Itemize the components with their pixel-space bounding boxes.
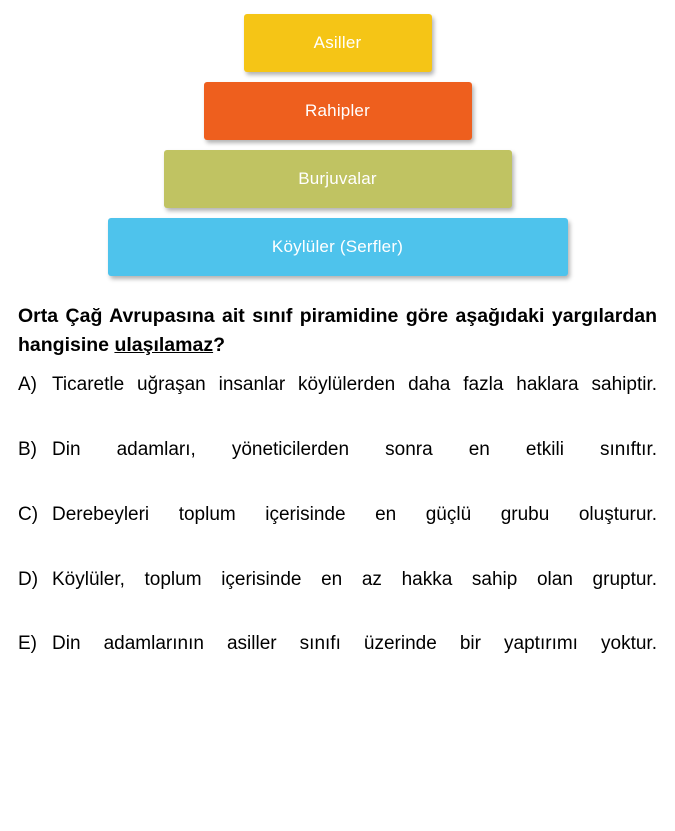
option-text: Din adamları, yöneticilerden sonra en etkili sınıftır. [52,438,657,460]
option-c[interactable] [18,502,657,556]
option-d[interactable] [18,567,657,621]
pyramid-tier-bourgeoisie [164,150,512,208]
pyramid-tier-label: Burjuvalar [298,169,377,188]
option-letter: B) [18,438,37,460]
pyramid-tier-clergy [204,82,472,140]
question-line-2-suffix: ? [213,333,225,356]
option-text: Köylüler, toplum içerisinde en az hakka sahip olan gruptur. [52,568,657,590]
question-line-1: Orta Çağ Avrupasına ait sınıf piramidine göre [18,305,449,327]
option-b[interactable] [18,437,657,491]
option-letter: A) [18,373,37,395]
question-stem [18,302,657,360]
pyramid-tier-row [18,150,657,208]
pyramid-tier-label: Köylüler (Serfler) [271,237,404,256]
option-text: Din adamlarının asiller sınıfı üzerinde bir yaptırımı yoktur. [52,633,657,655]
option-letter: D) [18,568,39,590]
class-pyramid-diagram [18,0,657,276]
option-a[interactable] [18,372,657,426]
option-text: Ticaretle uğraşan insanlar köylülerden daha fazla haklara sahiptir. [52,373,657,395]
pyramid-tier-nobles [244,14,432,72]
option-letter: E) [18,633,37,655]
answer-options [18,372,657,686]
tier-spacer [18,72,657,82]
option-text: Derebeyleri toplum içerisinde en güçlü grubu oluşturur. [52,503,657,525]
pyramid-tier-row [18,82,657,140]
pyramid-tier-peasants [108,218,568,276]
option-e[interactable] [18,631,657,685]
option-letter: C) [18,503,39,525]
tier-spacer [18,208,657,218]
question-emphasis: ulaşılamaz [114,333,214,356]
pyramid-tier-label: Asiller [313,33,362,52]
pyramid-tier-row [18,218,657,276]
question-line-2-prefix: aşağıdaki yargılardan hangisine [18,305,657,356]
pyramid-tier-row [18,14,657,72]
pyramid-tier-label: Rahipler [305,101,370,120]
tier-spacer [18,140,657,150]
